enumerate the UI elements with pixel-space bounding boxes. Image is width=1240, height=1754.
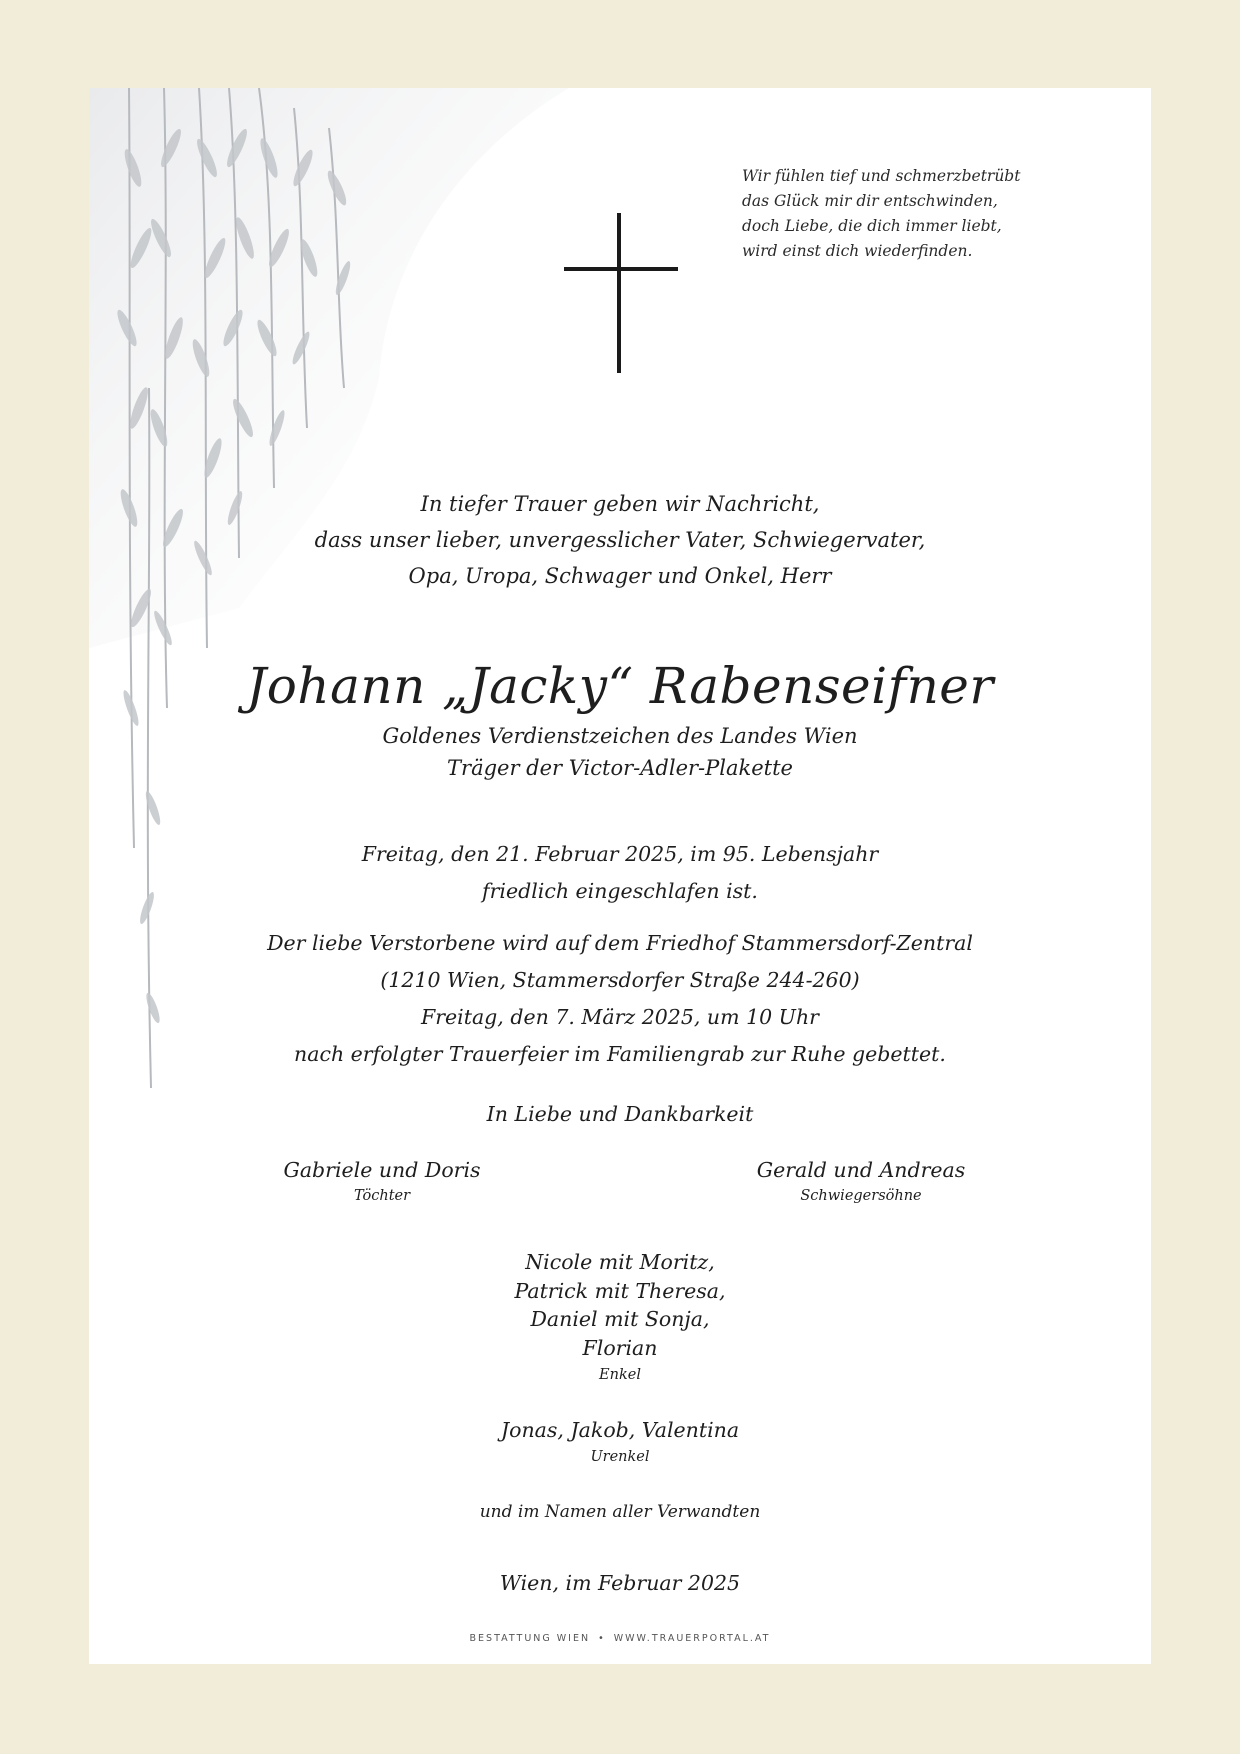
daughters-names: Gabriele und Doris: [283, 1158, 481, 1182]
footer-separator: •: [598, 1633, 606, 1644]
death-line: friedlich eingeschlafen ist.: [482, 879, 758, 903]
burial-line: nach erfolgter Trauerfeier im Familiengrab zur Ruhe gebettet.: [294, 1042, 946, 1066]
footer-company: BESTATTUNG WIEN: [469, 1633, 591, 1644]
grandchild-line: Nicole mit Moritz,: [525, 1250, 715, 1274]
burial-notice: [89, 925, 1151, 1073]
poem-line: das Glück mir dir entschwinden,: [742, 192, 998, 210]
death-line: Freitag, den 21. Februar 2025, im 95. Lebensjahr: [361, 842, 879, 866]
poem-line: Wir fühlen tief und schmerzbetrübt: [742, 167, 1021, 185]
deceased-honors: [89, 720, 1151, 784]
great-grandchildren-role: Urenkel: [590, 1449, 650, 1465]
sons-in-law-role: Schwiegersöhne: [800, 1188, 922, 1204]
honor-line: Träger der Victor-Adler-Plakette: [447, 756, 793, 780]
family-sons-in-law: [681, 1155, 1041, 1207]
closing-phrase: In Liebe und Dankbarkeit: [486, 1102, 754, 1126]
family-grandchildren: [89, 1248, 1151, 1388]
deceased-name: Johann „Jacky“ Rabenseifner: [246, 657, 994, 715]
grandchildren-role: Enkel: [599, 1367, 641, 1383]
family-great-grandchildren: [89, 1415, 1151, 1469]
announcement-intro: [89, 486, 1151, 594]
burial-line: (1210 Wien, Stammersdorfer Straße 244-260): [380, 968, 860, 992]
sons-in-law-names: Gerald und Andreas: [756, 1158, 966, 1182]
place-and-date: Wien, im Februar 2025: [499, 1571, 741, 1595]
obituary-card: [89, 88, 1151, 1664]
intro-line: Opa, Uropa, Schwager und Onkel, Herr: [408, 564, 832, 588]
grandchild-line: Daniel mit Sonja,: [530, 1307, 710, 1331]
footer-website: WWW.TRAUERPORTAL.AT: [613, 1633, 771, 1644]
grandchild-line: Florian: [582, 1335, 658, 1360]
poem-line: doch Liebe, die dich immer liebt,: [742, 217, 1002, 235]
relatives-note: und im Namen aller Verwandten: [479, 1502, 761, 1522]
burial-line: Der liebe Verstorbene wird auf dem Friedhof Stammersdorf-Zentral: [267, 931, 973, 955]
family-daughters: [202, 1155, 562, 1207]
great-grandchildren-names: Jonas, Jakob, Valentina: [500, 1418, 740, 1442]
burial-line: Freitag, den 7. März 2025, um 10 Uhr: [421, 1005, 819, 1029]
honor-line: Goldenes Verdienstzeichen des Landes Wien: [382, 724, 858, 748]
daughters-role: Töchter: [353, 1188, 411, 1204]
grandchild-line: Patrick mit Theresa,: [514, 1278, 726, 1303]
poem-line: wird einst dich wiederfinden.: [742, 242, 973, 260]
intro-line: dass unser lieber, unvergesslicher Vater, Schwiegervater,: [314, 528, 926, 552]
memorial-poem: [742, 164, 1122, 264]
intro-line: In tiefer Trauer geben wir Nachricht,: [420, 492, 820, 516]
cross-symbol: [564, 213, 680, 373]
death-notice: [89, 836, 1151, 910]
footer: [89, 1633, 1151, 1644]
